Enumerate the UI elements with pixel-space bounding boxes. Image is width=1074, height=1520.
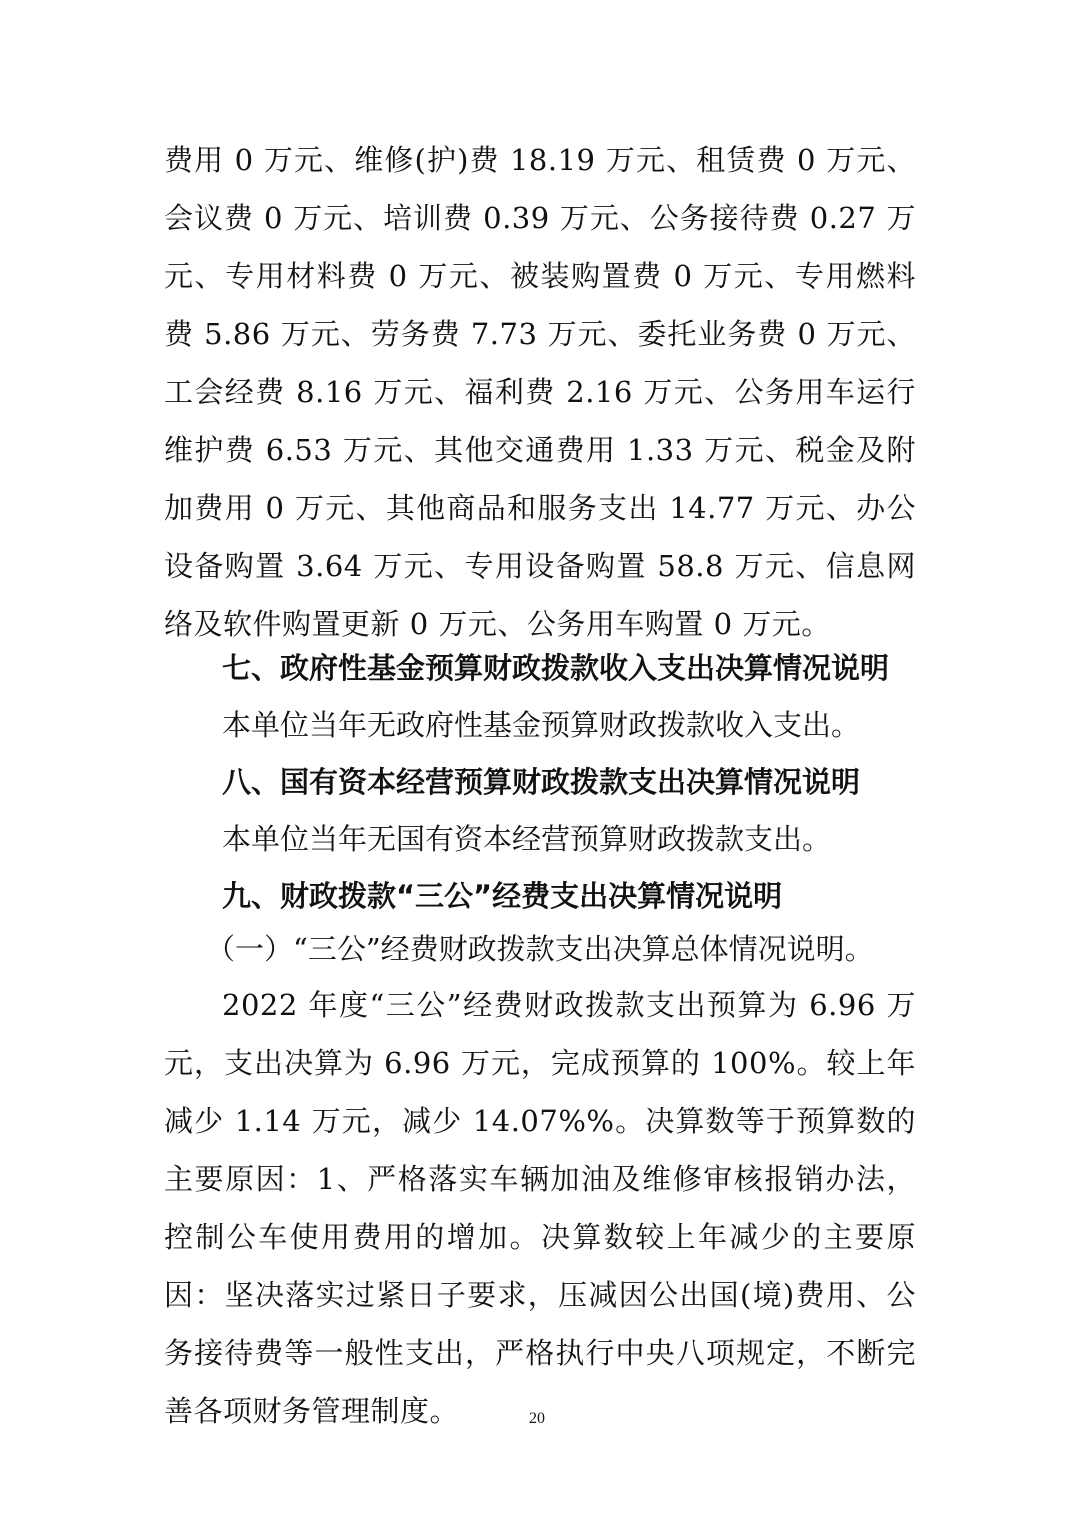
section-7-text: 本单位当年无政府性基金预算财政拨款收入支出。 <box>222 708 861 742</box>
page-number: 20 <box>529 1410 545 1427</box>
section-8-text: 本单位当年无国有资本经营预算财政拨款支出。 <box>222 822 832 856</box>
body-paragraph: 费用 0 万元、维修(护)费 18.19 万元、租赁费 0 万元、会议费 0 万元、培训费 0.39 万元、公务接待费 0.27 万元、专用材料费 0 万元、被装购置费 0 万元、专用燃料费 5.86 万元、劳务费 7.73 万元、委托业务费 0 万元、工会经费 8.16 万元、福利费 2.16 万元、公务用车运行维护费 6.53 万元、其他交通费用 1.33 万元、税金及附加费用 0 万元、其他商品和服务支出 14.77 万元、办公设备购置 3.64 万元、专用设备购置 58.8 万元、信息网络及软件购置更新 0 万元、公务用车购置 0 万元。 <box>164 143 916 641</box>
section-heading-9: 九、财政拨款“三公”经费支出决算情况说明 <box>222 879 783 913</box>
section-heading-8: 八、国有资本经营预算财政拨款支出决算情况说明 <box>222 765 861 799</box>
expense-breakdown-paragraph <box>164 131 916 653</box>
body-paragraph: 2022 年度“三公”经费财政拨款支出预算为 6.96 万元，支出决算为 6.96 万元，完成预算的 100%。较上年减少 1.14 万元，减少 14.07%%。决算数等于预算数的主要原因：1、严格落实车辆加油及维修审核报销办法，控制公车使用费用的增加。决算数较上年减少的主要原因：坚决落实过紧日子要求，压减因公出国(境)费用、公务接待费等一般性支出，严格执行中央八项规定，不断完善各项财务管理制度。 <box>164 988 916 1428</box>
subsection-heading: （一）“三公”经费财政拨款支出决算总体情况说明。 <box>206 932 874 966</box>
three-public-expense-paragraph <box>164 976 916 1440</box>
section-heading-7: 七、政府性基金预算财政拨款收入支出决算情况说明 <box>222 651 890 685</box>
